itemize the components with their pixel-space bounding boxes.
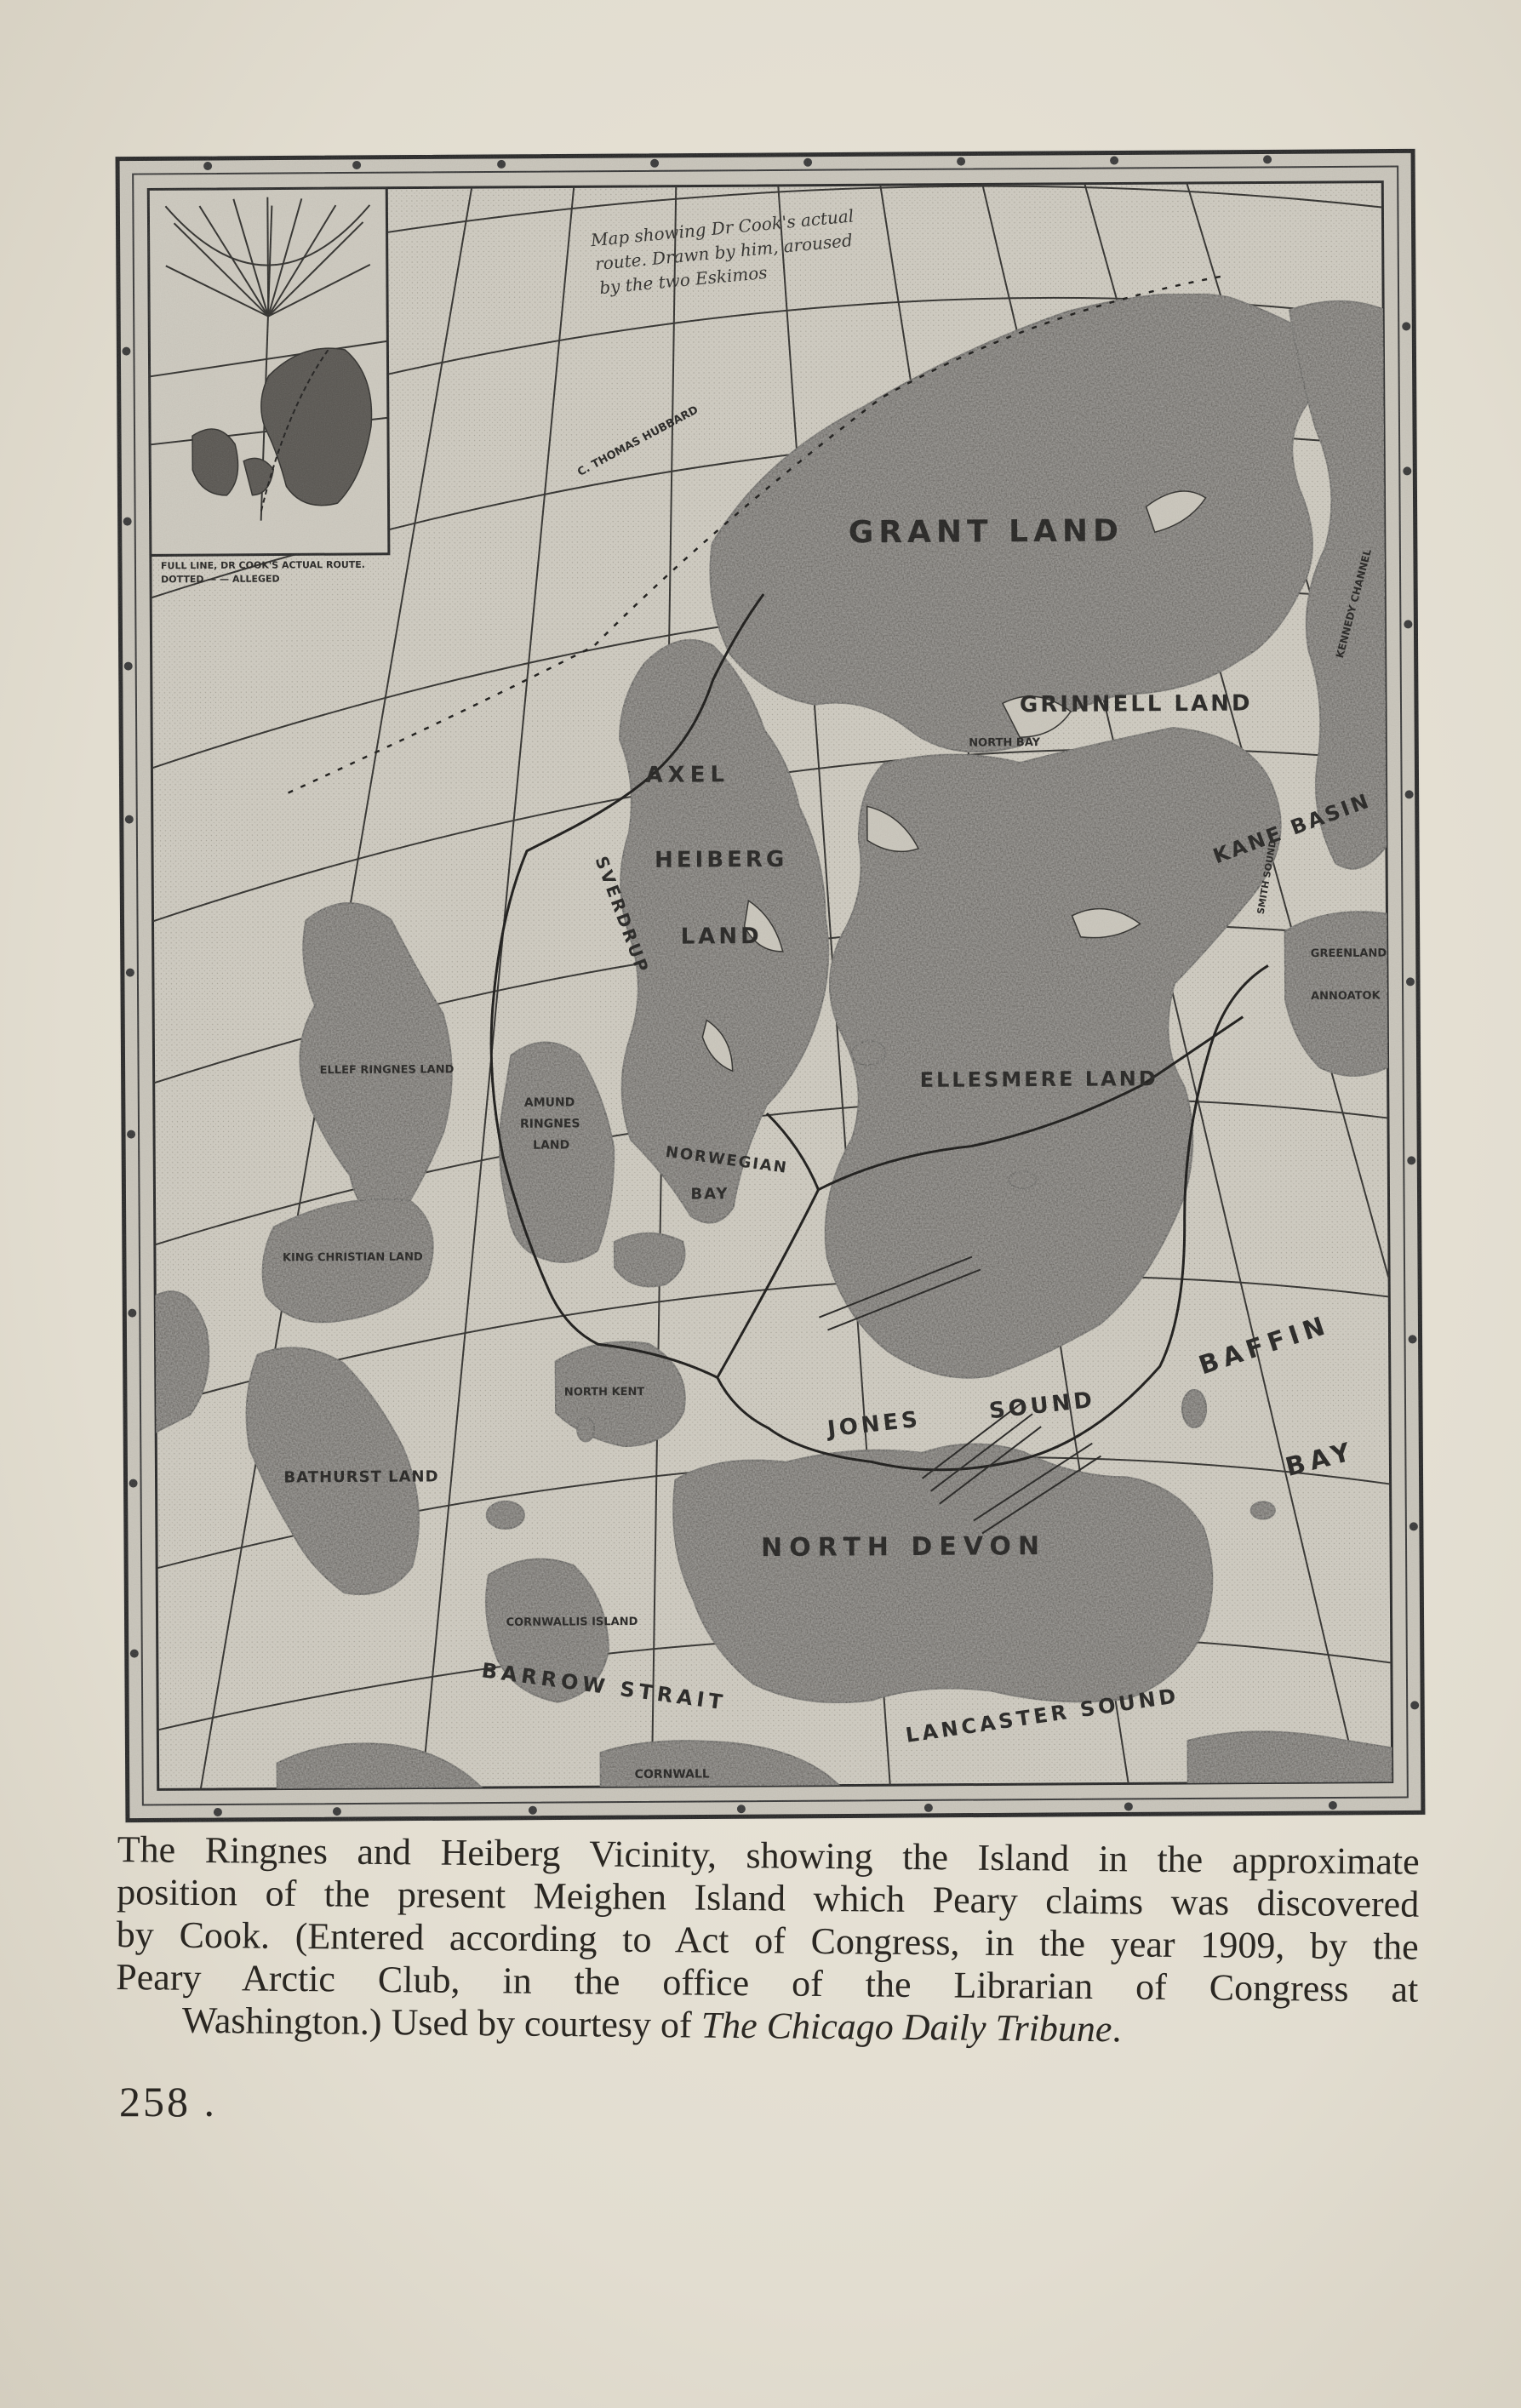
figure-caption (116, 1828, 1420, 2054)
print-grain (114, 147, 1427, 1823)
caption-line-5-text: Washington.) Used by courtesy of (181, 1999, 701, 2046)
caption-line-3: by Cook. (Entered according to Act of Congress, in the year 1909, by the (116, 1913, 1419, 1968)
page-number: 258 . (119, 2078, 217, 2125)
caption-line-4: Peary Arctic Club, in the office of the Librarian of Congress at (116, 1955, 1419, 2010)
map-image (114, 147, 1427, 1823)
caption-newspaper-title: The Chicago Daily Tribune (700, 2004, 1112, 2051)
caption-line-2: position of the present Meighen Island which Peary claims was discovered (117, 1870, 1420, 1925)
caption-line-5-end: . (1112, 2008, 1122, 2051)
caption-line-1: The Ringnes and Heiberg Vicinity, showing the Island in the approximate (117, 1828, 1420, 1883)
arctic-route-map (114, 147, 1427, 1823)
